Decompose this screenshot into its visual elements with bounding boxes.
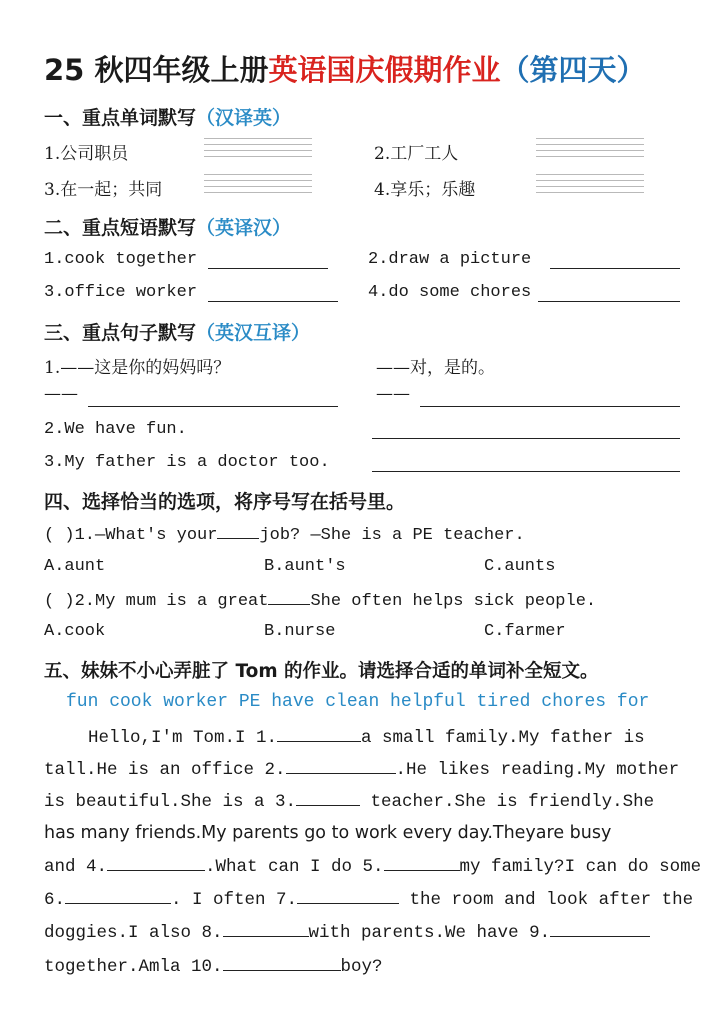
sentence-2-answer[interactable] [372,438,680,439]
passage-line-7: doggies.I also 8. with parents.We have 9. [44,922,650,943]
passage-blank-5[interactable] [384,856,460,871]
writing-lines-2[interactable] [536,138,644,162]
word-item-3: 3.在一起；共同 [44,180,163,200]
phrase-item-3: 3.office worker [44,283,198,302]
passage-line-6: 6. . I often 7. the room and look after the [44,890,694,910]
q1-option-a: A.aunt [44,557,106,576]
sentence-1-answer-a[interactable] [88,406,338,407]
passage-blank-6[interactable] [65,889,171,904]
title-subject: 英语国庆假期作业 [268,53,501,87]
passage-line-2: tall.He is an office 2. .He likes reading.My mother [44,760,680,780]
passage-line-8: together.Amla 10. boy? [44,957,383,977]
q2-option-a: A.cook [44,622,106,641]
phrase-item-1: 1.cook together [44,250,198,269]
choice-blank-1 [217,524,259,539]
passage-line-5: and 4. .What can I do 5. my family?I can do some [44,857,702,877]
passage-line-4: has many friends.My parents go to work every day.Theyare busy [44,823,612,843]
passage-blank-10[interactable] [223,956,341,971]
section-1-heading: 一、重点单词默写（汉译英） [44,107,292,129]
passage-blank-1[interactable] [277,727,361,742]
writing-lines-4[interactable] [536,174,644,198]
word-item-4: 4.享乐；乐趣 [374,180,476,200]
sentence-1-reply: ——对，是的。 [376,358,495,378]
sentence-3-answer[interactable] [372,471,680,472]
section-3-heading: 三、重点句子默写（英汉互译） [44,322,311,344]
q1-option-b: B.aunt's [264,557,346,576]
sentence-3: 3.My father is a doctor too. [44,453,330,472]
passage-blank-3[interactable] [296,791,360,806]
phrase-answer-3[interactable] [208,301,338,302]
passage-line-3: is beautiful.She is a 3. teacher.She is friendly.She [44,792,655,812]
word-bank: fun cook worker PE have clean helpful tired chores for [66,692,650,712]
passage-line-1: Hello,I'm Tom.I 1. a small family.My father is [88,728,645,748]
section-4-heading: 四、选择恰当的选项，将序号写在括号里。 [44,491,406,513]
passage-blank-2[interactable] [286,759,396,774]
dash-left: —— [44,384,78,404]
sentence-2: 2.We have fun. [44,420,187,439]
answer-bracket-2[interactable]: ( ) [44,592,75,611]
passage-blank-9[interactable] [550,922,650,937]
phrase-answer-4[interactable] [538,301,680,302]
choice-blank-2 [268,590,310,605]
word-item-2: 2.工厂工人 [374,144,459,164]
dash-right: —— [376,384,410,404]
passage-blank-8[interactable] [223,922,309,937]
phrase-answer-2[interactable] [550,268,680,269]
sentence-1-answer-b[interactable] [420,406,680,407]
page-title [44,48,645,89]
section-5-heading: 五、妹妹不小心弄脏了 Tom 的作业。请选择合适的单词补全短文。 [44,661,599,682]
passage-blank-4[interactable] [107,856,205,871]
word-item-1: 1.公司职员 [44,144,129,164]
writing-lines-3[interactable] [204,174,312,198]
passage-blank-7[interactable] [297,889,399,904]
answer-bracket-1[interactable]: ( ) [44,526,75,545]
phrase-item-2: 2.draw a picture [368,250,532,269]
choice-question-2: ( )2.My mum is a great She often helps sick people. [44,592,597,611]
q1-option-c: C.aunts [484,557,556,576]
choice-question-1: ( )1.—What's your job? —She is a PE teacher. [44,526,525,545]
writing-lines-1[interactable] [204,138,312,162]
title-grade: 25 秋四年级上册 [44,53,269,87]
title-day: （第四天） [500,53,646,87]
q2-option-c: C.farmer [484,622,566,641]
q2-option-b: B.nurse [264,622,336,641]
section-2-heading: 二、重点短语默写（英译汉） [44,217,292,239]
phrase-item-4: 4.do some chores [368,283,532,302]
phrase-answer-1[interactable] [208,268,328,269]
sentence-1-question: 1.——这是你的妈妈吗？ [44,358,231,378]
